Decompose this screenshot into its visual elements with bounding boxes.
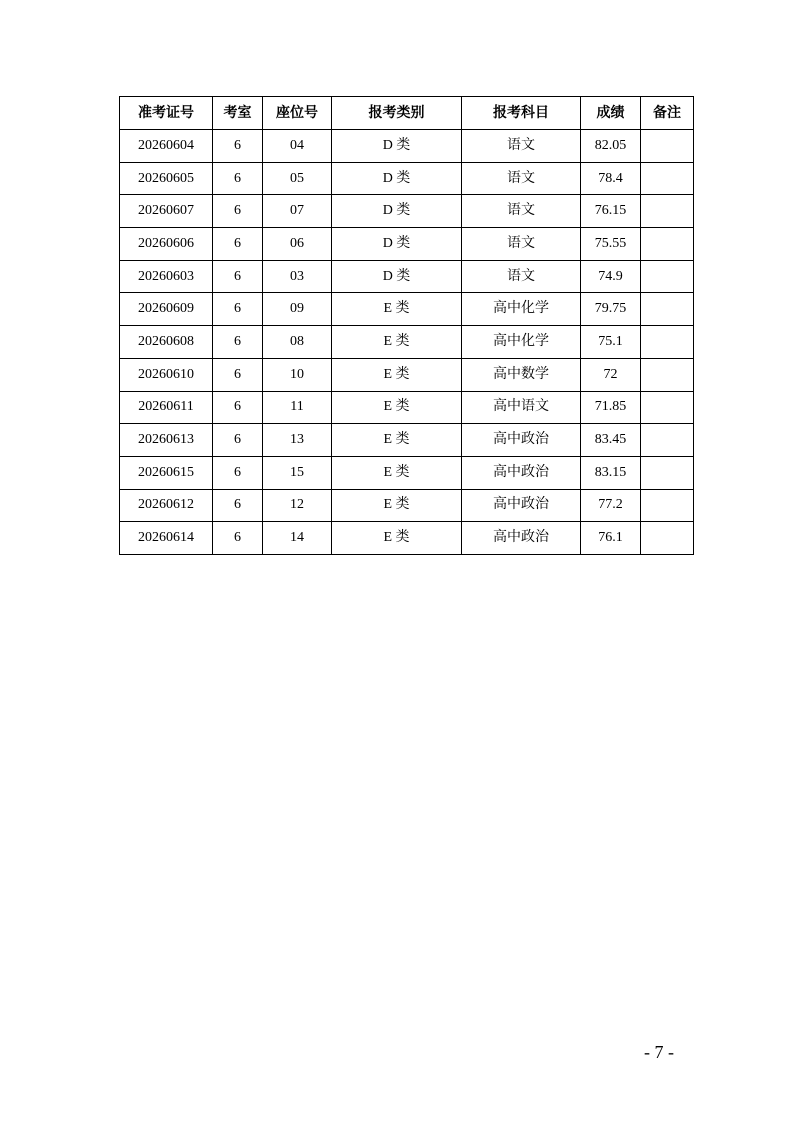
exam-id-cell: 20260608	[120, 326, 213, 359]
table-row	[120, 424, 694, 457]
category-cell: E 类	[332, 358, 462, 391]
table-row	[120, 522, 694, 555]
score-cell: 72	[581, 358, 641, 391]
category-cell: D 类	[332, 228, 462, 261]
score-cell: 75.1	[581, 326, 641, 359]
category-cell: E 类	[332, 489, 462, 522]
subject-cell: 高中政治	[462, 424, 581, 457]
category-cell: D 类	[332, 130, 462, 163]
room-cell: 6	[213, 260, 263, 293]
subject-cell: 高中语文	[462, 391, 581, 424]
header-score: 成绩	[581, 97, 641, 130]
table-row	[120, 162, 694, 195]
subject-cell: 语文	[462, 162, 581, 195]
seat-cell: 05	[263, 162, 332, 195]
subject-cell: 高中政治	[462, 522, 581, 555]
remarks-cell	[641, 228, 694, 261]
category-cell: E 类	[332, 391, 462, 424]
header-subject: 报考科目	[462, 97, 581, 130]
room-cell: 6	[213, 358, 263, 391]
table-row	[120, 228, 694, 261]
score-cell: 78.4	[581, 162, 641, 195]
category-cell: E 类	[332, 456, 462, 489]
seat-cell: 09	[263, 293, 332, 326]
remarks-cell	[641, 358, 694, 391]
score-cell: 79.75	[581, 293, 641, 326]
table-row	[120, 260, 694, 293]
seat-cell: 12	[263, 489, 332, 522]
category-cell: E 类	[332, 522, 462, 555]
exam-id-cell: 20260604	[120, 130, 213, 163]
header-seat: 座位号	[263, 97, 332, 130]
exam-id-cell: 20260605	[120, 162, 213, 195]
remarks-cell	[641, 522, 694, 555]
exam-id-cell: 20260614	[120, 522, 213, 555]
room-cell: 6	[213, 489, 263, 522]
subject-cell: 语文	[462, 228, 581, 261]
header-room: 考室	[213, 97, 263, 130]
table-body	[120, 130, 694, 555]
category-cell: E 类	[332, 293, 462, 326]
score-cell: 83.45	[581, 424, 641, 457]
table-row	[120, 391, 694, 424]
remarks-cell	[641, 195, 694, 228]
exam-id-cell: 20260612	[120, 489, 213, 522]
seat-cell: 10	[263, 358, 332, 391]
subject-cell: 高中化学	[462, 326, 581, 359]
table-row	[120, 358, 694, 391]
score-cell: 76.1	[581, 522, 641, 555]
room-cell: 6	[213, 522, 263, 555]
room-cell: 6	[213, 424, 263, 457]
table-row	[120, 326, 694, 359]
subject-cell: 高中政治	[462, 456, 581, 489]
room-cell: 6	[213, 326, 263, 359]
seat-cell: 07	[263, 195, 332, 228]
score-cell: 82.05	[581, 130, 641, 163]
exam-id-cell: 20260613	[120, 424, 213, 457]
table-header	[120, 97, 694, 130]
category-cell: D 类	[332, 162, 462, 195]
score-cell: 71.85	[581, 391, 641, 424]
remarks-cell	[641, 489, 694, 522]
remarks-cell	[641, 130, 694, 163]
table-row	[120, 456, 694, 489]
seat-cell: 03	[263, 260, 332, 293]
seat-cell: 15	[263, 456, 332, 489]
remarks-cell	[641, 293, 694, 326]
table-row	[120, 489, 694, 522]
exam-id-cell: 20260607	[120, 195, 213, 228]
exam-id-cell: 20260603	[120, 260, 213, 293]
remarks-cell	[641, 456, 694, 489]
remarks-cell	[641, 162, 694, 195]
room-cell: 6	[213, 130, 263, 163]
header-exam-id: 准考证号	[120, 97, 213, 130]
seat-cell: 13	[263, 424, 332, 457]
remarks-cell	[641, 391, 694, 424]
exam-id-cell: 20260610	[120, 358, 213, 391]
remarks-cell	[641, 260, 694, 293]
remarks-cell	[641, 424, 694, 457]
subject-cell: 语文	[462, 260, 581, 293]
category-cell: D 类	[332, 195, 462, 228]
category-cell: E 类	[332, 326, 462, 359]
score-cell: 74.9	[581, 260, 641, 293]
score-cell: 76.15	[581, 195, 641, 228]
seat-cell: 08	[263, 326, 332, 359]
room-cell: 6	[213, 228, 263, 261]
table-row	[120, 293, 694, 326]
header-row	[120, 97, 694, 130]
subject-cell: 高中政治	[462, 489, 581, 522]
score-cell: 77.2	[581, 489, 641, 522]
exam-id-cell: 20260606	[120, 228, 213, 261]
category-cell: E 类	[332, 424, 462, 457]
exam-id-cell: 20260615	[120, 456, 213, 489]
seat-cell: 11	[263, 391, 332, 424]
category-cell: D 类	[332, 260, 462, 293]
room-cell: 6	[213, 195, 263, 228]
seat-cell: 06	[263, 228, 332, 261]
header-remarks: 备注	[641, 97, 694, 130]
room-cell: 6	[213, 293, 263, 326]
score-cell: 83.15	[581, 456, 641, 489]
table-row	[120, 195, 694, 228]
subject-cell: 语文	[462, 130, 581, 163]
exam-id-cell: 20260609	[120, 293, 213, 326]
exam-id-cell: 20260611	[120, 391, 213, 424]
room-cell: 6	[213, 162, 263, 195]
table-row	[120, 130, 694, 163]
score-table	[119, 96, 694, 555]
seat-cell: 14	[263, 522, 332, 555]
subject-cell: 高中化学	[462, 293, 581, 326]
subject-cell: 高中数学	[462, 358, 581, 391]
room-cell: 6	[213, 391, 263, 424]
header-category: 报考类别	[332, 97, 462, 130]
seat-cell: 04	[263, 130, 332, 163]
page-number: - 7 -	[644, 1042, 674, 1062]
room-cell: 6	[213, 456, 263, 489]
remarks-cell	[641, 326, 694, 359]
subject-cell: 语文	[462, 195, 581, 228]
score-cell: 75.55	[581, 228, 641, 261]
